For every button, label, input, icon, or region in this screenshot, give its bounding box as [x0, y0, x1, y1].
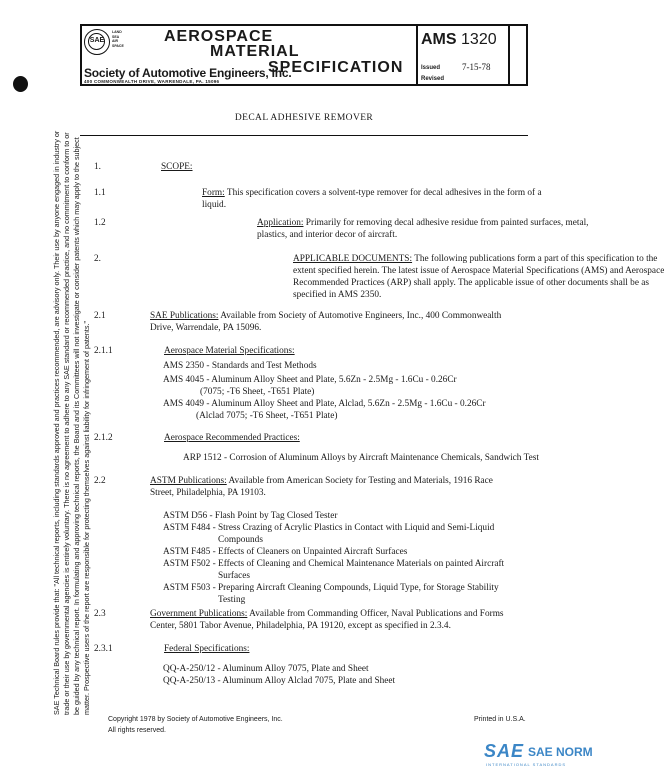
body-text: The following publications form a part of this specification to the: [412, 254, 658, 264]
society-name: Society of Automotive Engineers, Inc.: [84, 66, 292, 80]
body-line: [150, 322, 261, 334]
body-text: ASTM D56 - Flash Point by Tag Closed Tester: [163, 511, 338, 521]
logo-caption-line: SPACE: [112, 43, 124, 48]
body-text: Primarily for removing decal adhesive residue from painted surfaces, metal,: [303, 218, 589, 228]
issued-label: Issued: [421, 65, 441, 71]
section-number: 1.: [94, 162, 101, 172]
section-heading: Aerospace Material Specifications:: [164, 346, 295, 356]
body-line: [163, 374, 457, 386]
body-line: [218, 594, 245, 606]
ink-blot: [13, 76, 28, 92]
section-heading: ASTM Publications:: [150, 476, 227, 486]
brand-sae: SAE: [484, 741, 525, 761]
body-line: [161, 161, 193, 173]
brand-sub: INTERNATIONAL STANDARDS: [486, 762, 567, 767]
section-number: 1.1: [94, 188, 106, 198]
side-notice-line: be guided by any technical report. In formulating and approving technical reports, the Board and its Committees will not investigate or consider patents which may apply to the subject: [72, 137, 81, 715]
title-material: MATERIAL: [210, 43, 300, 60]
body-line: [150, 310, 501, 322]
body-line: [293, 277, 649, 289]
logo-caption-line: LAND: [112, 30, 122, 34]
header-divider: [416, 26, 418, 84]
side-notice: [52, 75, 92, 715]
body-text: Compounds: [218, 535, 263, 545]
body-text: plastics, and interior decor of aircraft.: [257, 230, 398, 240]
rights: All rights reserved.: [108, 727, 166, 734]
body-line: [163, 522, 494, 534]
logo-caption-line: SEA: [112, 34, 120, 39]
section-heading: APPLICABLE DOCUMENTS:: [293, 254, 413, 264]
body-line: [202, 187, 542, 199]
section-heading: SAE Publications:: [150, 311, 219, 321]
body-line: [202, 199, 226, 211]
body-text: ASTM F503 - Preparing Aircraft Cleaning Compounds, Liquid Type, for Storage Stability: [163, 583, 499, 593]
section-heading: Government Publications:: [150, 609, 248, 619]
body-text: Center, 5801 Tabor Avenue, Philadelphia, PA 19120, except as specified in 2.3.4.: [150, 621, 451, 631]
ams-num: 1320: [461, 31, 497, 48]
section-heading: Form:: [202, 188, 225, 198]
section-number: 2.3: [94, 609, 106, 619]
body-line: [164, 432, 300, 444]
body-line: [218, 534, 263, 546]
body-line: [196, 410, 337, 422]
body-text: Surfaces: [218, 571, 251, 581]
body-text: QQ-A-250/13 - Aluminum Alloy Alclad 7075, Plate and Sheet: [163, 676, 396, 686]
body-text: AMS 2350 - Standards and Test Methods: [163, 361, 317, 371]
title-specification: SPECIFICATION: [268, 59, 404, 76]
body-line: [163, 663, 369, 675]
body-text: Available from American Society for Testing and Materials, 1916 Race: [226, 476, 493, 486]
body-line: [257, 229, 397, 241]
body-line: [163, 398, 486, 410]
body-text: ASTM F502 - Effects of Cleaning and Chemical Maintenance Materials on painted Aircraft: [163, 559, 505, 569]
body-line: [163, 582, 499, 594]
body-line: [293, 253, 657, 265]
body-text: AMS 4045 - Aluminum Alloy Sheet and Plate, 5.6Zn - 2.5Mg - 1.6Cu - 0.26Cr: [163, 375, 457, 385]
sae-logo: [84, 29, 110, 55]
revised-label: Revised: [421, 76, 445, 82]
body-line: [150, 620, 451, 632]
body-text: extent specified herein. The latest issue of Aerospace Material Specifications (AMS) and Aerospace: [293, 266, 664, 276]
society-address: 400 COMMONWEALTH DRIVE, WARRENDALE, PA. 15096: [84, 79, 220, 84]
section-heading: Aerospace Recommended Practices:: [164, 433, 300, 443]
body-line: [163, 546, 407, 558]
body-text: AMS 4049 - Aluminum Alloy Sheet and Plate, Alclad, 5.6Zn - 2.5Mg - 1.6Cu - 0.26Cr: [163, 399, 486, 409]
side-notice-line: trade or their use by governmental agencies is entirely voluntary. There is no agreement to adhere to any SAE standard or recommended practice, and no commitment to conform to or: [62, 132, 71, 715]
body-line: [257, 217, 589, 229]
title-aerospace: AEROSPACE: [164, 28, 274, 45]
body-line: [163, 675, 395, 687]
body-line: [293, 289, 381, 301]
body-line: [163, 558, 504, 570]
body-line: [293, 265, 664, 277]
section-number: 2.3.1: [94, 644, 113, 654]
section-number: 2.2: [94, 476, 106, 486]
section-number: 2.1.2: [94, 433, 113, 443]
section-heading: Application:: [257, 218, 304, 228]
issued-date: 7-15-78: [462, 62, 491, 72]
body-text: ARP 1512 - Corrosion of Aluminum Alloys by Aircraft Maintenance Chemicals, Sandwich Test: [183, 453, 539, 463]
copyright: Copyright 1978 by Society of Automotive Engineers, Inc.: [108, 716, 283, 723]
sae-norm-watermark: [482, 741, 594, 769]
ams-number: [421, 31, 497, 49]
body-text: QQ-A-250/12 - Aluminum Alloy 7075, Plate and Sheet: [163, 664, 369, 674]
section-number: 2.: [94, 254, 101, 264]
section-heading: Federal Specifications:: [164, 644, 250, 654]
body-line: [183, 452, 539, 464]
body-line: [218, 570, 250, 582]
body-line: [163, 510, 337, 522]
body-line: [163, 360, 317, 372]
header-divider: [508, 26, 510, 84]
section-heading: SCOPE:: [161, 162, 193, 172]
side-notice-line: matter. Prospective users of the report are responsible for protecting themselves against liability for infringement of patents.": [82, 320, 91, 715]
body-text: Street, Philadelphia, PA 19103.: [150, 488, 266, 498]
body-text: (Alclad 7075; -T6 Sheet, -T651 Plate): [196, 411, 338, 421]
body-line: [150, 608, 504, 620]
body-line: [150, 487, 266, 499]
logo-caption-line: AIR: [112, 39, 119, 43]
body-text: Available from Commanding Officer, Naval Publications and Forms: [247, 609, 504, 619]
brand-norm: SAE NORM: [528, 745, 593, 759]
side-notice-line: SAE Technical Board rules provide that: "All technical reports, including standards approved and practices recommended, are advisory only. Their use by anyone engaged in industry or: [52, 130, 61, 715]
title-rule: [80, 135, 528, 136]
body-line: [164, 643, 249, 655]
body-line: [200, 386, 314, 398]
body-text: ASTM F485 - Effects of Cleaners on Unpainted Aircraft Surfaces: [163, 547, 408, 557]
document-title: DECAL ADHESIVE REMOVER: [234, 113, 374, 123]
body-text: This specification covers a solvent-type remover for decal adhesives in the form of a: [224, 188, 542, 198]
header-box: [80, 24, 528, 86]
body-line: [150, 475, 493, 487]
body-text: Testing: [218, 595, 246, 605]
body-text: specified in AMS 2350.: [293, 290, 382, 300]
body-text: Available from Society of Automotive Engineers, Inc., 400 Commonwealth: [218, 311, 502, 321]
body-text: liquid.: [202, 200, 227, 210]
logo-caption: [112, 30, 130, 48]
body-text: ASTM F484 - Stress Crazing of Acrylic Plastics in Contact with Liquid and Semi-Liquid: [163, 523, 495, 533]
body-line: [164, 345, 295, 357]
section-number: 1.2: [94, 218, 106, 228]
section-number: 2.1: [94, 311, 106, 321]
body-text: Drive, Warrendale, PA 15096.: [150, 323, 262, 333]
logo-letters: SAE: [89, 37, 105, 44]
body-text: Recommended Practices (ARP) shall apply. The applicable issue of other documents shall be as: [293, 278, 650, 288]
ams-prefix: AMS: [421, 31, 457, 48]
section-number: 2.1.1: [94, 346, 113, 356]
printed-in: Printed in U.S.A.: [474, 716, 526, 723]
body-text: (7075; -T6 Sheet, -T651 Plate): [200, 387, 315, 397]
